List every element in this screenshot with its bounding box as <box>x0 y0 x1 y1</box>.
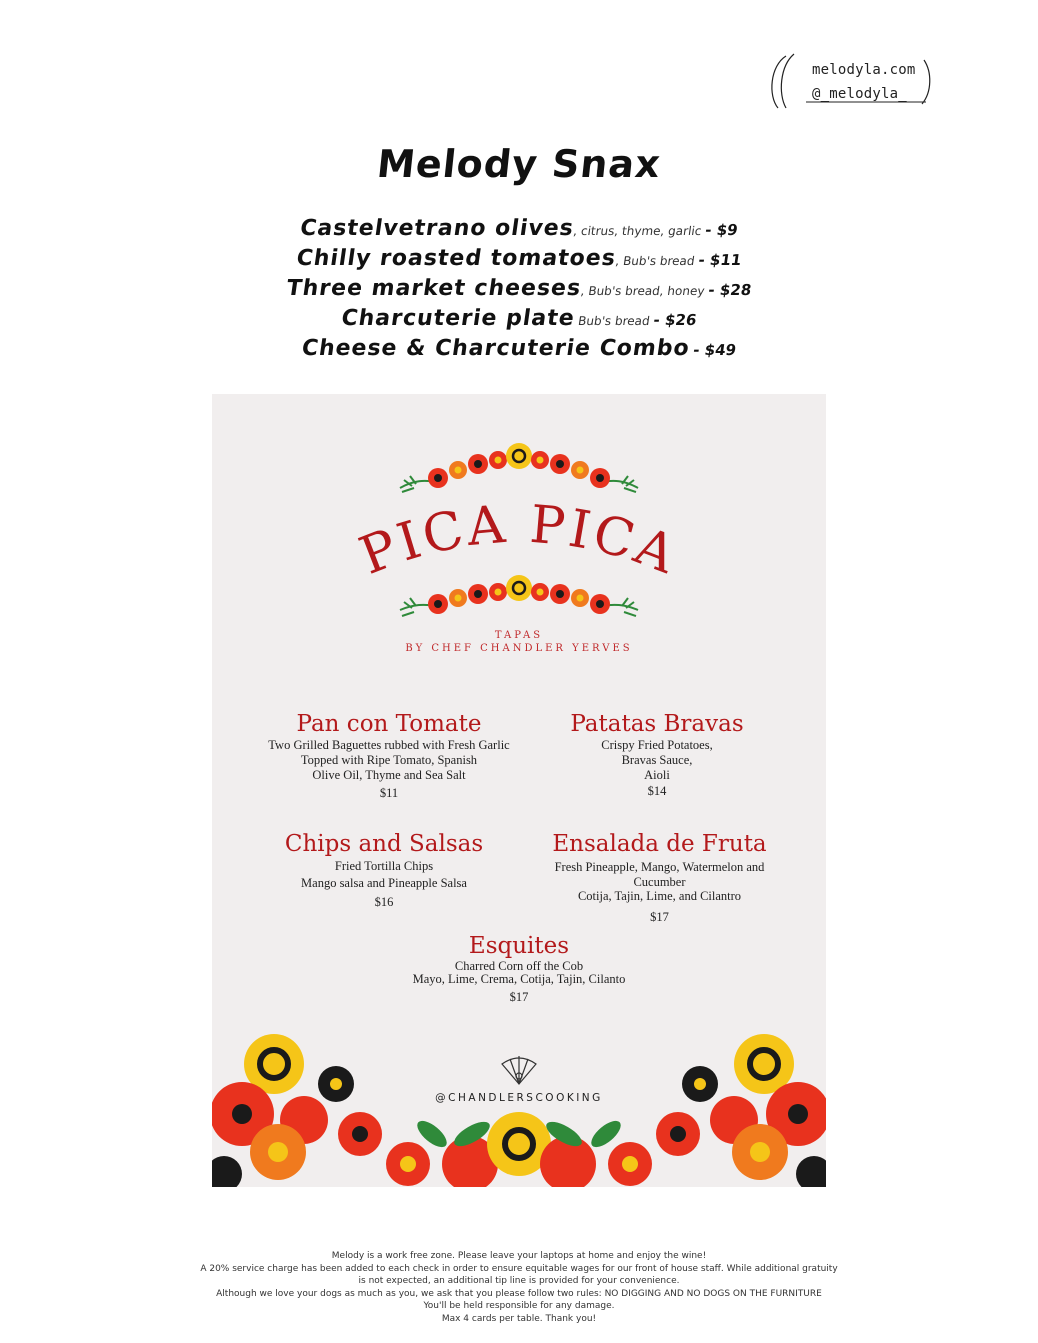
footer-line: Although we love your dogs as much as you, we ask that you please follow two rules: NO DIGGING AND NO DOGS ON THE FURNITURE <box>216 1288 822 1299</box>
dish-name: Pan con Tomate <box>296 711 482 737</box>
dish-price: $16 <box>374 895 394 909</box>
snax-item-desc: , Bub's bread <box>614 254 700 268</box>
dish-description: Aioli <box>644 768 670 782</box>
pica-pica-poster <box>212 394 826 1187</box>
dish-card <box>239 710 539 801</box>
dish-card <box>542 710 772 799</box>
chef-handle: @CHANDLERSCOOKING <box>435 1092 603 1104</box>
dish-name: Esquites <box>468 933 570 959</box>
snax-item-desc: Bub's bread <box>573 314 655 328</box>
dish-description: Topped with Ripe Tomato, Spanish <box>300 753 478 767</box>
dish-description: Cucumber <box>633 875 686 889</box>
dish-description: Fried Tortilla Chips <box>334 859 434 873</box>
footer-line: is not expected, an additional tip line is provided for your convenience. <box>358 1276 680 1286</box>
dish-description: Charred Corn off the Cob <box>454 959 584 973</box>
dish-price: $17 <box>509 990 529 1004</box>
snax-item-name: Charcuterie plate <box>339 306 577 331</box>
snax-item-name: Chilly roasted tomatoes <box>294 246 618 271</box>
snax-item <box>0 334 1038 364</box>
snax-item-name: Cheese & Charcuterie Combo <box>300 336 692 361</box>
footer-line: You'll be held responsible for any damage. <box>423 1301 615 1311</box>
poster-title-text: PICA PICA <box>351 500 687 587</box>
dish-name: Patatas Bravas <box>570 711 744 737</box>
dish-name: Chips and Salsas <box>284 831 484 857</box>
dish-description: Mayo, Lime, Crema, Cotija, Tajin, Cilanto <box>412 972 626 986</box>
dish-card <box>234 830 534 910</box>
snax-item-price: - $49 <box>692 341 738 359</box>
snax-item <box>0 304 1038 334</box>
dish-name: Ensalada de Fruta <box>552 831 767 857</box>
dish-description: Olive Oil, Thyme and Sea Salt <box>312 768 466 782</box>
dish-price: $17 <box>650 910 669 924</box>
snax-item-price: - $9 <box>704 221 739 239</box>
snax-item-price: - $28 <box>707 281 753 299</box>
snax-item-price: - $26 <box>652 311 698 329</box>
footer-line: A 20% service charge has been added to each check in order to ensure equitable wages for our front of house staff. While additional gratuity <box>200 1263 838 1274</box>
dish-description: Fresh Pineapple, Mango, Watermelon and <box>554 860 765 874</box>
floral-border-icon <box>212 1034 826 1187</box>
snax-item-name: Three market cheeses <box>284 276 583 301</box>
dish-description: Two Grilled Baguettes rubbed with Fresh Garlic <box>268 738 510 752</box>
dish-description: Crispy Fried Potatoes, <box>601 738 713 752</box>
dish-description: Cotija, Tajin, Lime, and Cilantro <box>577 889 742 903</box>
dish-description: Bravas Sauce, <box>621 753 693 767</box>
snax-title: Melody Snax <box>374 142 664 186</box>
footer-line: Max 4 cards per table. Thank you! <box>441 1313 597 1324</box>
footer-notes <box>0 1250 1038 1325</box>
dish-card <box>522 830 797 925</box>
snax-item-desc: , Bub's bread, honey <box>579 284 710 298</box>
poster-byline: BY CHEF CHANDLER YERVES <box>405 643 633 654</box>
website-text: melodyla.com <box>812 62 916 78</box>
dish-price: $14 <box>647 784 667 798</box>
snax-item-desc: , citrus, thyme, garlic <box>572 224 707 238</box>
dish-card <box>369 932 669 1005</box>
snax-item <box>0 214 1038 244</box>
brand-box <box>764 52 934 110</box>
snax-item-price: - $11 <box>697 251 743 269</box>
snax-item-name: Castelvetrano olives <box>298 216 576 241</box>
floral-wreath-top-icon <box>394 440 644 500</box>
dish-description: Mango salsa and Pineapple Salsa <box>301 876 467 890</box>
floral-wreath-bottom-icon <box>394 570 644 630</box>
snax-list <box>0 214 1038 364</box>
dish-price: $11 <box>379 786 399 800</box>
snax-item <box>0 244 1038 274</box>
poster-subtitle: TAPAS <box>494 630 544 641</box>
social-handle: @_melodyla_ <box>812 86 907 102</box>
footer-line: Melody is a work free zone. Please leave your laptops at home and enjoy the wine! <box>331 1251 707 1261</box>
snax-item <box>0 274 1038 304</box>
